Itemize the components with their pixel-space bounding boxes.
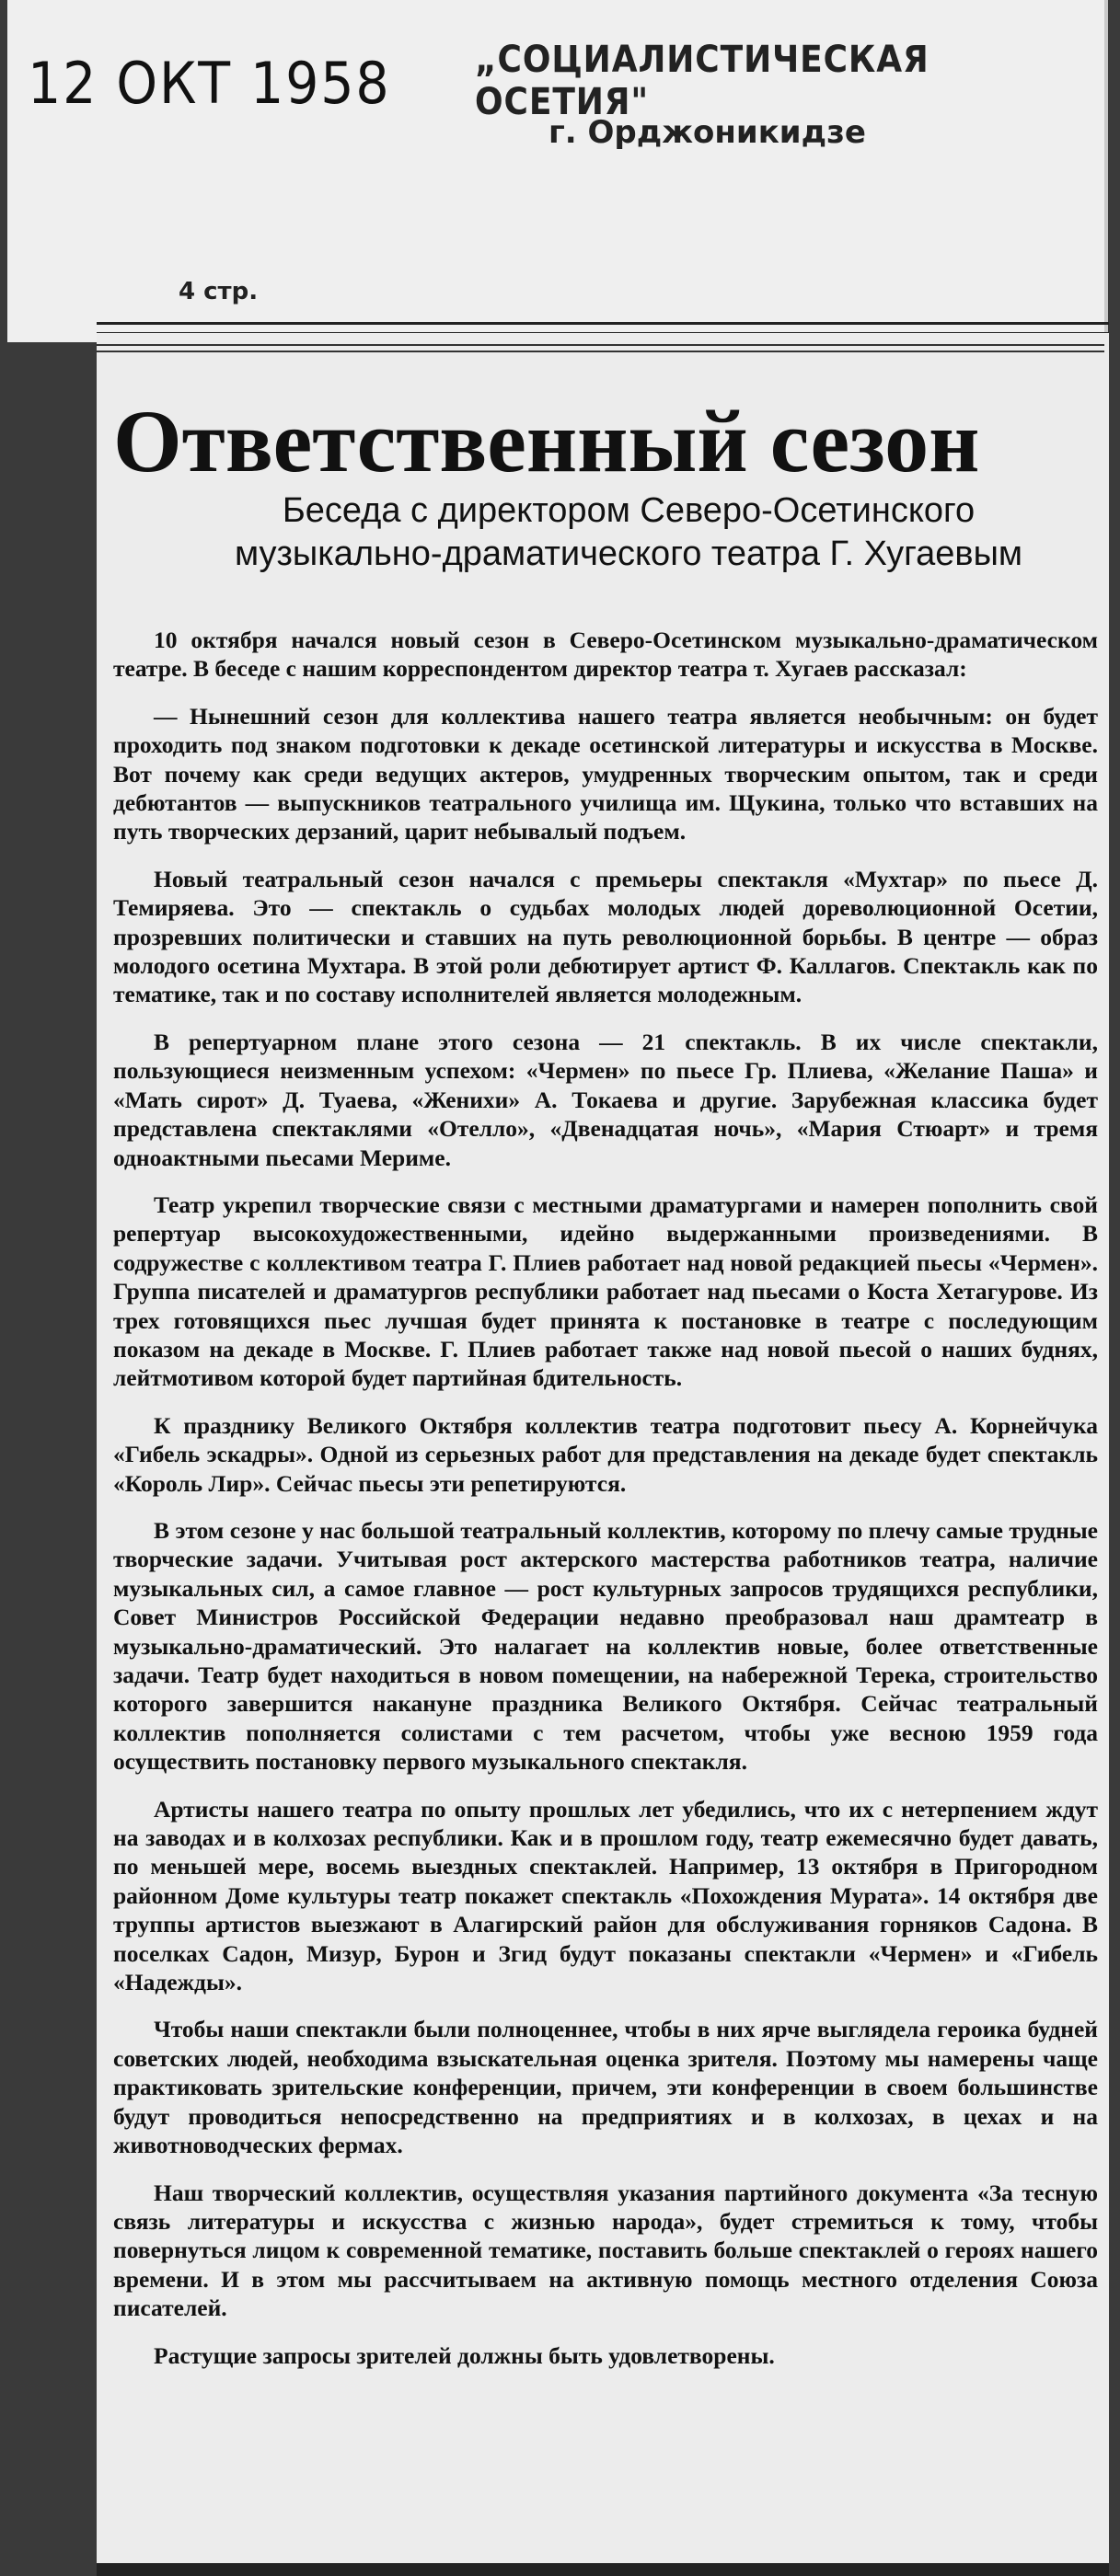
article-paragraph: В этом сезоне у нас большой театральный коллектив, которому по плечу самые трудные творческие задачи. Учитывая рост актерского мастерства работников театра, наличие музыкальных сил, а самое главное — рост культурных запросов трудящихся республики, Совет Министров Российской Федерации недавно преобразовал наш драмтеатр в музыкально-драматический. Это налагает на коллектив новые, более ответственные задачи. Театр будет находиться в новом помещении, на набережной Терека, строительство которого завершится накануне праздника Великого Октября. Сейчас театральный коллектив пополняется солистами с тем расчетом, чтобы уже весною 1959 года осуществить постановку первого музыкального спектакля. bbox=[113, 1516, 1098, 1776]
article-paragraph: Чтобы наши спектакли были полноценнее, чтобы в них ярче выглядела героика будней советских людей, необходима взыскательная оценка зрителя. Поэтому мы намерены чаще практиковать зрительские конференции, причем, эти конференции в своем большинстве будут проводиться непосредственно на предприятиях и в колхозах, в цехах и на животноводческих фермах. bbox=[113, 2016, 1098, 2159]
stamp-date: 12 ОКТ 1958 bbox=[28, 50, 391, 117]
header-rule bbox=[97, 344, 1104, 352]
stamp-city: г. Орджоникидзе bbox=[548, 114, 866, 151]
article-paragraph: Наш творческий коллектив, осуществляя указания партийного документа «За тесную связь литературы и искусства с жизнью народа», будет стремиться к тому, чтобы повернуться лицом к современной тематике, поставить больше спектаклей о героях нашего времени. И в этом мы рассчитываем на активную помощь местного отделения Союза писателей. bbox=[113, 2179, 1098, 2322]
article-paragraph: Новый театральный сезон начался с премьеры спектакля «Мухтар» по пьесе Д. Темиряева. Это — спектакль о судьбах молодых людей дореволюционной Осетии, прозревших политически и ставших на путь революционной борьбы. В центре — образ молодого осетина Мухтара. В этой роли дебютирует артист Ф. Каллагов. Спектакль как по тематике, так и по составу исполнителей является молодежным. bbox=[113, 865, 1098, 1008]
article-paragraph: 10 октября начался новый сезон в Северо-Осетинском музыкально-драматическом театре. В беседе с нашим корреспондентом директор театра т. Хугаев рассказал: bbox=[113, 627, 1098, 683]
bottom-rule bbox=[97, 2563, 1109, 2576]
article-paragraph: В репертуарном плане этого сезона — 21 спектакль. В их числе спектакли, пользующиеся неизменным успехом: «Чермен» по пьесе Гр. Плиева, «Желание Паша» и «Мать сирот» Д. Туаева, «Женихи» А. Токаева и другие. Зарубежная классика будет представлена спектаклями «Отелло», «Двенадцатая ночь», «Мария Стюарт» и тремя одноактными пьесами Мериме. bbox=[113, 1028, 1098, 1171]
article-headline: Ответственный сезон bbox=[113, 392, 980, 490]
stamp-newspaper-name: „СОЦИАЛИСТИЧЕСКАЯ ОСЕТИЯ" bbox=[475, 39, 929, 123]
page-number: 4 стр. bbox=[179, 278, 259, 305]
article-paragraph: — Нынешний сезон для коллектива нашего театра является необычным: он будет проходить под знаком подготовки к декаде осетинской литературы и искусства в Москве. Вот почему как среди ведущих актеров, умудренных творческим опытом, так и среди дебютантов — выпускников театрального училища им. Щукина, только что вставших на путь творческих дерзаний, царит небывалый подъем. bbox=[113, 702, 1098, 845]
newspaper-clipping bbox=[97, 333, 1109, 2576]
article-body bbox=[113, 626, 1098, 2388]
article-paragraph: Артисты нашего театра по опыту прошлых лет убедились, что их с нетерпением ждут на заводах и в колхозах республики. Как и в прошлом году, театр ежемесячно будет давать, по меньшей мере, восемь выездных спектаклей. Например, 13 октября в Пригородном районном Доме культуры театр покажет спектакль «Похождения Мурата». 14 октября две труппы артистов выезжают в Алагирский район для обслуживания горняков Садона. В поселках Садон, Мизур, Бурон и Згид будут показаны спектакли «Чермен» и «Гибель «Надежды». bbox=[113, 1795, 1098, 1996]
article-paragraph: К празднику Великого Октября коллектив театра подготовит пьесу А. Корнейчука «Гибель эскадры». Одной из серьезных работ для представления на декаде будет спектакль «Король Лир». Сейчас пьесы эти репетируются. bbox=[113, 1411, 1098, 1497]
archive-stamp-card bbox=[7, 0, 1108, 342]
article-paragraph: Растущие запросы зрителей должны быть удовлетворены. bbox=[154, 2341, 775, 2369]
article-paragraph: Театр укрепил творческие связи с местными драматургами и намерен пополнить свой репертуар высокохудожественными, идейно выдержанными произведениями. В содружестве с коллективом театра Г. Плиев работает над новой редакцией пьесы «Чермен». Группа писателей и драматургов республики работает над пьесами о Коста Хетагурове. Из трех готовящихся пьес лучшая будет принята к постановке в театре с последующим показом на декаде в Москве. Г. Плиев работает также над новой пьесой о наших буднях, лейтмотивом которой будет партийная бдительность. bbox=[113, 1190, 1098, 1392]
article-subtitle: Беседа с директором Северо-Осетинского музыкально-драматического театра Г. Хугаевым bbox=[234, 491, 1023, 573]
